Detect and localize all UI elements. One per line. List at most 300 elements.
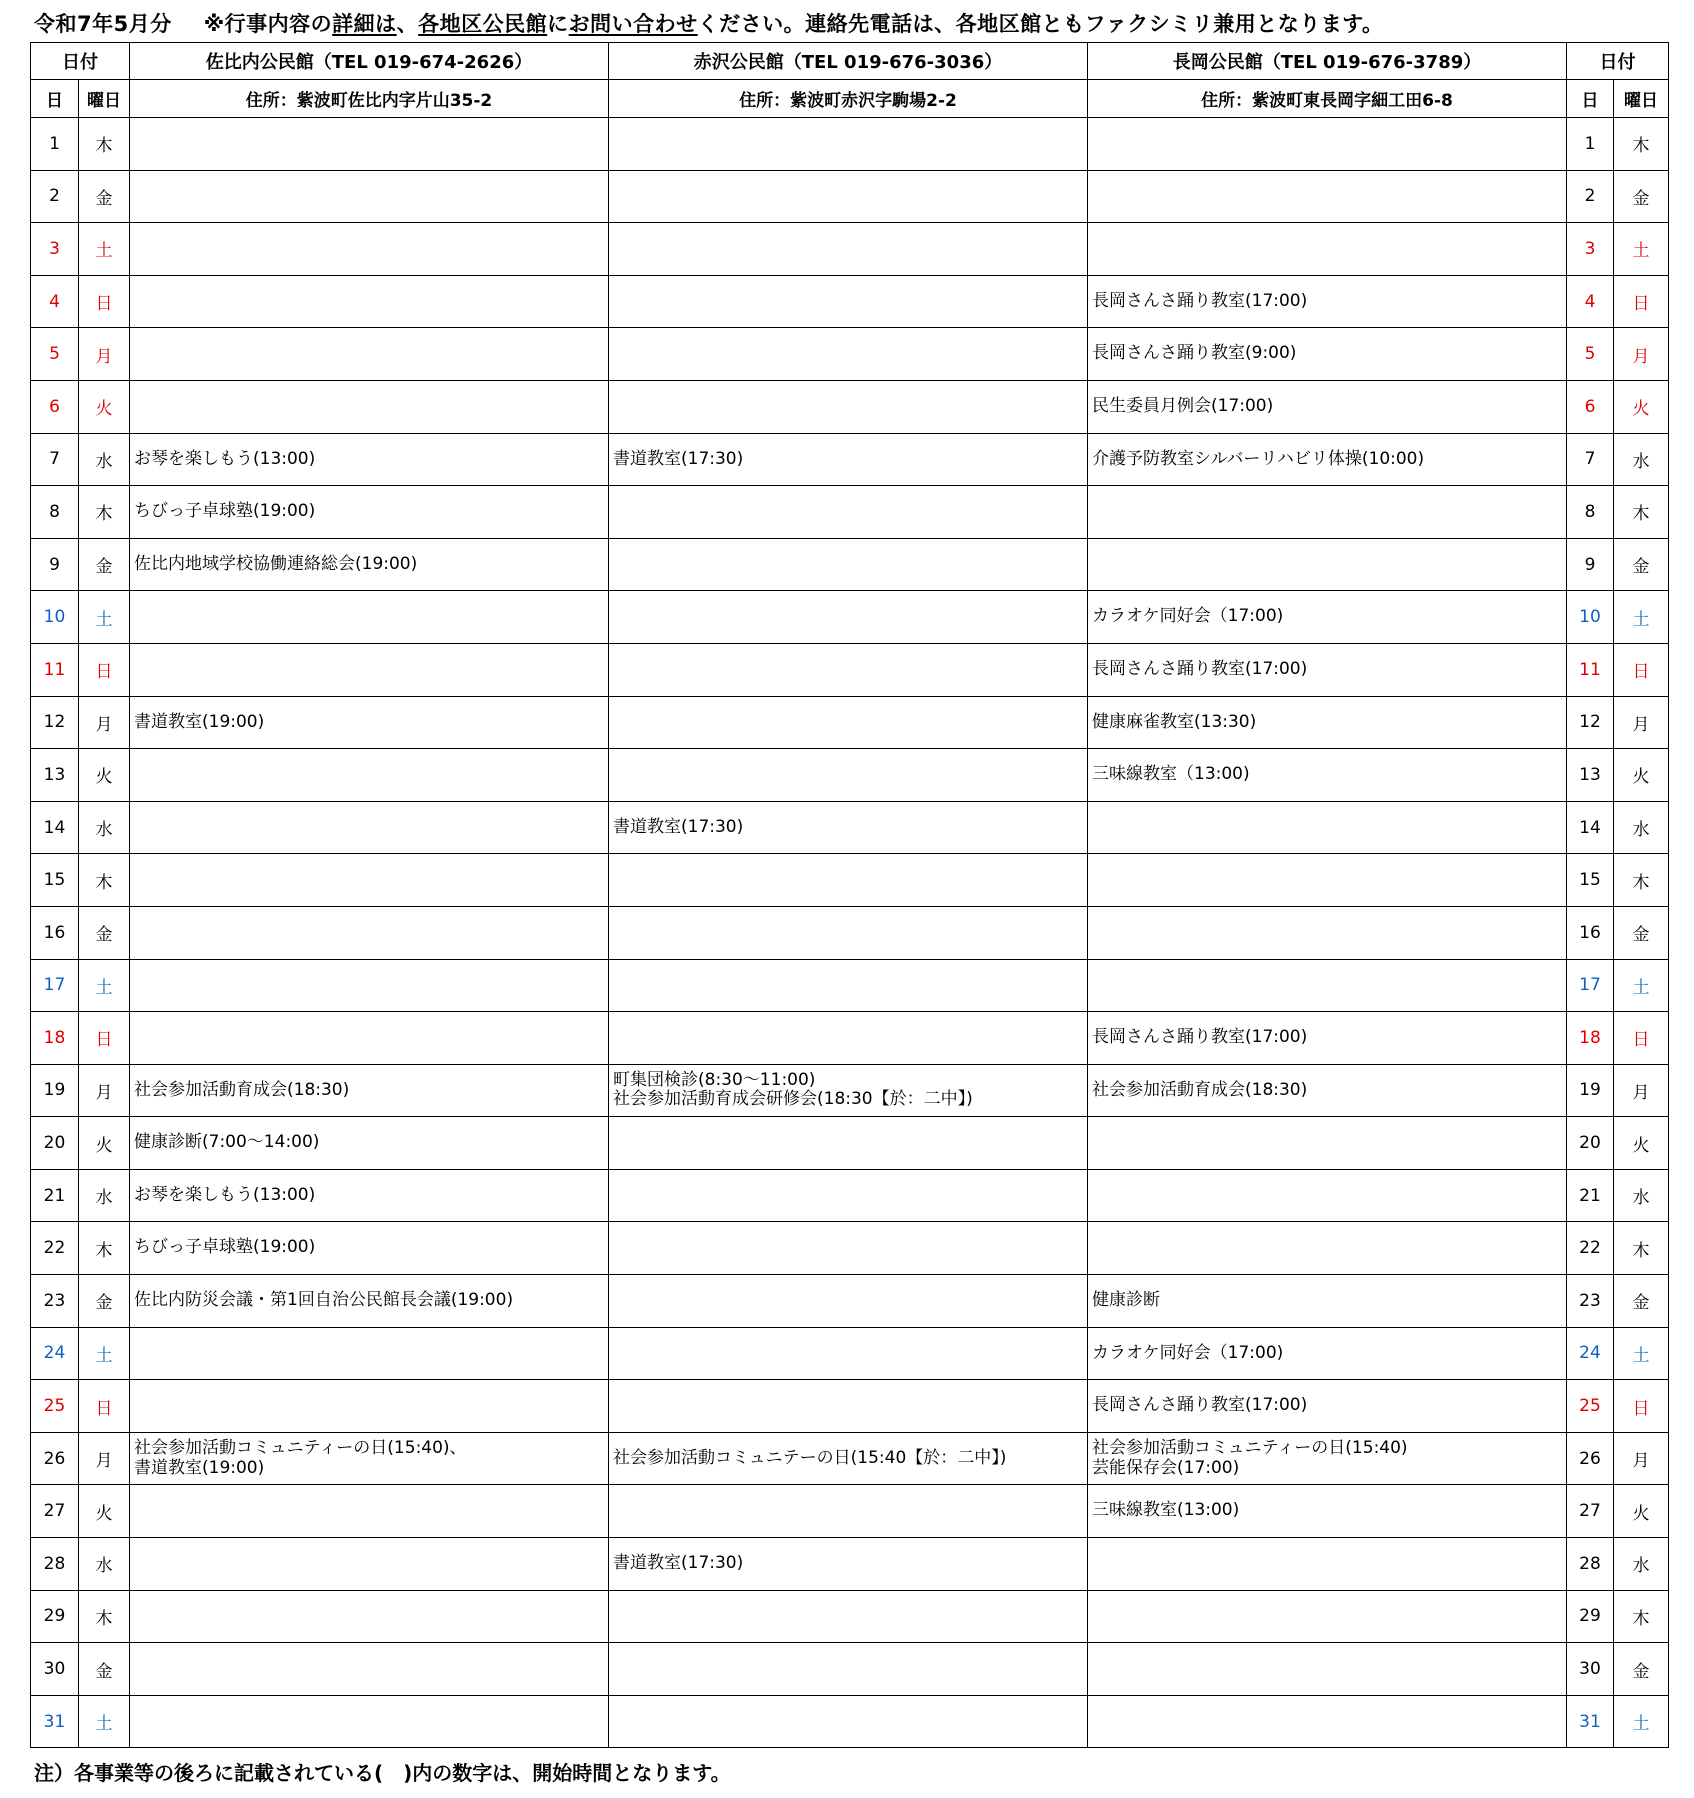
dow-cell-left: 水 — [79, 801, 130, 854]
event-cell-nagaoka — [1088, 1169, 1567, 1222]
table-row — [31, 433, 1669, 486]
day-cell-left: 30 — [31, 1643, 79, 1696]
dow-cell-right: 土 — [1614, 1327, 1669, 1380]
event-cell-akazawa — [609, 1275, 1088, 1328]
day-cell-left: 19 — [31, 1064, 79, 1117]
hall-address-sahinai: 住所：紫波町佐比内字片山35-2 — [130, 80, 609, 118]
event-text: カラオケ同好会（17:00) — [1092, 1342, 1284, 1363]
day-cell-left: 12 — [31, 696, 79, 749]
dow-cell-left: 水 — [79, 433, 130, 486]
event-cell-akazawa — [609, 696, 1088, 749]
schedule-table — [30, 42, 1669, 1748]
day-header-left: 日 — [31, 80, 79, 118]
table-row — [31, 854, 1669, 907]
event-text: 佐比内地域学校協働連絡総会(19:00) — [134, 553, 418, 574]
event-cell-akazawa — [609, 591, 1088, 644]
event-text: 社会参加活動コミュニティーの日(15:40)、 — [134, 1438, 467, 1459]
dow-cell-left: 火 — [79, 749, 130, 802]
event-text: 健康診断 — [1092, 1290, 1160, 1311]
table-row — [31, 1695, 1669, 1748]
title-note-underlined-3: お問い合わせ — [568, 12, 698, 36]
event-cell-nagaoka — [1088, 1327, 1567, 1380]
event-cell-akazawa — [609, 1538, 1088, 1591]
footnote: 注）各事業等の後ろに記載されている( )内の数字は、開始時間となります。 — [34, 1761, 731, 1785]
event-cell-akazawa — [609, 1222, 1088, 1275]
event-cell-sahinai — [130, 1695, 609, 1748]
day-cell-right: 24 — [1567, 1327, 1614, 1380]
day-cell-left: 1 — [31, 118, 79, 171]
dow-cell-left: 金 — [79, 906, 130, 959]
event-cell-akazawa — [609, 1432, 1088, 1485]
event-text: 社会参加活動コミュニティーの日(15:40) — [1092, 1438, 1408, 1459]
event-text: 健康診断(7:00～14:00) — [134, 1132, 320, 1153]
table-row — [31, 1064, 1669, 1117]
dow-cell-right: 日 — [1614, 643, 1669, 696]
dow-cell-left: 火 — [79, 380, 130, 433]
table-row — [31, 959, 1669, 1012]
table-row — [31, 906, 1669, 959]
event-cell-akazawa — [609, 801, 1088, 854]
day-cell-left: 7 — [31, 433, 79, 486]
event-cell-nagaoka — [1088, 643, 1567, 696]
dow-cell-left: 金 — [79, 1643, 130, 1696]
hall-address-nagaoka: 住所：紫波町東長岡字細工田6-8 — [1088, 80, 1567, 118]
event-text: 長岡さんさ踊り教室(17:00) — [1092, 1027, 1308, 1048]
day-cell-right: 23 — [1567, 1275, 1614, 1328]
dow-cell-left: 木 — [79, 486, 130, 539]
event-cell-nagaoka — [1088, 328, 1567, 381]
day-cell-right: 20 — [1567, 1117, 1614, 1170]
event-cell-sahinai — [130, 380, 609, 433]
event-cell-nagaoka — [1088, 433, 1567, 486]
title-note-underlined-1: 詳細は — [332, 12, 397, 36]
dow-cell-left: 月 — [79, 328, 130, 381]
dow-cell-right: 月 — [1614, 696, 1669, 749]
event-cell-nagaoka — [1088, 591, 1567, 644]
header-row-halls — [31, 43, 1669, 80]
dow-cell-right: 月 — [1614, 328, 1669, 381]
dow-cell-right: 木 — [1614, 1590, 1669, 1643]
event-cell-akazawa — [609, 118, 1088, 171]
day-cell-right: 19 — [1567, 1064, 1614, 1117]
dow-cell-right: 水 — [1614, 433, 1669, 486]
day-cell-left: 26 — [31, 1432, 79, 1485]
dow-cell-right: 土 — [1614, 1695, 1669, 1748]
event-cell-nagaoka — [1088, 170, 1567, 223]
day-cell-left: 17 — [31, 959, 79, 1012]
table-row — [31, 170, 1669, 223]
day-cell-right: 27 — [1567, 1485, 1614, 1538]
dow-cell-left: 月 — [79, 1432, 130, 1485]
event-cell-sahinai — [130, 1275, 609, 1328]
event-text: 佐比内防災会議・第1回自治公民館長会議(19:00) — [134, 1290, 514, 1311]
dow-cell-left: 金 — [79, 170, 130, 223]
event-cell-akazawa — [609, 380, 1088, 433]
day-cell-left: 14 — [31, 801, 79, 854]
table-row — [31, 1538, 1669, 1591]
table-row — [31, 275, 1669, 328]
event-cell-akazawa — [609, 1117, 1088, 1170]
dow-header-right: 曜日 — [1614, 80, 1669, 118]
dow-cell-right: 木 — [1614, 486, 1669, 539]
event-cell-sahinai — [130, 959, 609, 1012]
dow-cell-left: 土 — [79, 1695, 130, 1748]
dow-cell-left: 水 — [79, 1538, 130, 1591]
dow-cell-right: 土 — [1614, 223, 1669, 276]
dow-cell-right: 火 — [1614, 1485, 1669, 1538]
event-cell-akazawa — [609, 433, 1088, 486]
table-row — [31, 1222, 1669, 1275]
event-text: 社会参加活動育成会(18:30) — [134, 1079, 350, 1100]
day-cell-right: 29 — [1567, 1590, 1614, 1643]
event-text: 書道教室(19:00) — [134, 711, 265, 732]
event-cell-nagaoka — [1088, 749, 1567, 802]
day-cell-right: 7 — [1567, 433, 1614, 486]
event-text: 三味線教室（13:00) — [1092, 764, 1250, 785]
dow-cell-right: 金 — [1614, 170, 1669, 223]
hall-name-sahinai: 佐比内公民館（TEL 019-674-2626） — [130, 43, 609, 80]
event-cell-nagaoka — [1088, 854, 1567, 907]
dow-cell-left: 水 — [79, 1169, 130, 1222]
event-cell-nagaoka — [1088, 959, 1567, 1012]
event-cell-sahinai — [130, 1117, 609, 1170]
event-cell-sahinai — [130, 1380, 609, 1433]
day-cell-left: 31 — [31, 1695, 79, 1748]
event-cell-sahinai — [130, 749, 609, 802]
table-row — [31, 1275, 1669, 1328]
day-cell-right: 13 — [1567, 749, 1614, 802]
day-cell-left: 16 — [31, 906, 79, 959]
table-row — [31, 1432, 1669, 1485]
day-header-right: 日 — [1567, 80, 1614, 118]
day-cell-right: 22 — [1567, 1222, 1614, 1275]
event-cell-nagaoka — [1088, 1275, 1567, 1328]
event-text: カラオケ同好会（17:00) — [1092, 606, 1284, 627]
table-row — [31, 1012, 1669, 1065]
table-row — [31, 1643, 1669, 1696]
dow-cell-left: 月 — [79, 696, 130, 749]
event-cell-sahinai — [130, 1538, 609, 1591]
day-cell-right: 12 — [1567, 696, 1614, 749]
day-cell-right: 11 — [1567, 643, 1614, 696]
event-text: 芸能保存会(17:00) — [1092, 1457, 1240, 1478]
event-cell-nagaoka — [1088, 1064, 1567, 1117]
dow-cell-right: 土 — [1614, 591, 1669, 644]
dow-cell-left: 金 — [79, 538, 130, 591]
table-row — [31, 538, 1669, 591]
event-text: 長岡さんさ踊り教室(9:00) — [1092, 343, 1297, 364]
table-row — [31, 223, 1669, 276]
title-note-mid-2: に — [547, 12, 569, 36]
dow-header-left: 曜日 — [79, 80, 130, 118]
table-row — [31, 1117, 1669, 1170]
event-cell-akazawa — [609, 1485, 1088, 1538]
table-row — [31, 591, 1669, 644]
event-cell-sahinai — [130, 696, 609, 749]
dow-cell-right: 木 — [1614, 1222, 1669, 1275]
event-cell-akazawa — [609, 959, 1088, 1012]
dow-cell-left: 日 — [79, 1012, 130, 1065]
day-cell-left: 18 — [31, 1012, 79, 1065]
dow-cell-right: 月 — [1614, 1064, 1669, 1117]
event-cell-sahinai — [130, 538, 609, 591]
event-cell-akazawa — [609, 1327, 1088, 1380]
dow-cell-left: 日 — [79, 643, 130, 696]
event-cell-akazawa — [609, 1064, 1088, 1117]
day-cell-right: 30 — [1567, 1643, 1614, 1696]
day-cell-right: 31 — [1567, 1695, 1614, 1748]
title-note-post: ください。連絡先電話は、各地区館ともファクシミリ兼用となります。 — [697, 12, 1384, 36]
table-row — [31, 1380, 1669, 1433]
event-text: 町集団検診(8:30～11:00) — [613, 1069, 816, 1090]
dow-cell-right: 火 — [1614, 380, 1669, 433]
day-cell-right: 25 — [1567, 1380, 1614, 1433]
dow-cell-left: 土 — [79, 1327, 130, 1380]
dow-cell-right: 木 — [1614, 118, 1669, 171]
table-row — [31, 749, 1669, 802]
table-row — [31, 118, 1669, 171]
dow-cell-right: 水 — [1614, 801, 1669, 854]
day-cell-right: 28 — [1567, 1538, 1614, 1591]
event-cell-nagaoka — [1088, 696, 1567, 749]
dow-cell-right: 金 — [1614, 538, 1669, 591]
dow-cell-left: 日 — [79, 1380, 130, 1433]
day-cell-right: 5 — [1567, 328, 1614, 381]
dow-cell-right: 日 — [1614, 275, 1669, 328]
day-cell-left: 13 — [31, 749, 79, 802]
title-note-pre: ※行事内容の — [203, 12, 333, 36]
event-cell-akazawa — [609, 1169, 1088, 1222]
event-cell-nagaoka — [1088, 1012, 1567, 1065]
event-text: 健康麻雀教室(13:30) — [1092, 711, 1257, 732]
event-text: 長岡さんさ踊り教室(17:00) — [1092, 1395, 1308, 1416]
dow-cell-left: 土 — [79, 959, 130, 1012]
event-cell-akazawa — [609, 223, 1088, 276]
dow-cell-right: 金 — [1614, 906, 1669, 959]
event-cell-sahinai — [130, 433, 609, 486]
title-note-mid-1: 、 — [396, 12, 419, 36]
day-cell-right: 1 — [1567, 118, 1614, 171]
event-text: 長岡さんさ踊り教室(17:00) — [1092, 658, 1308, 679]
title-month: 令和7年5月分 — [34, 12, 172, 36]
event-cell-akazawa — [609, 1012, 1088, 1065]
day-cell-left: 28 — [31, 1538, 79, 1591]
day-cell-right: 18 — [1567, 1012, 1614, 1065]
day-cell-right: 2 — [1567, 170, 1614, 223]
hall-address-akazawa: 住所：紫波町赤沢字駒場2-2 — [609, 80, 1088, 118]
day-cell-left: 25 — [31, 1380, 79, 1433]
dow-cell-right: 日 — [1614, 1012, 1669, 1065]
event-cell-sahinai — [130, 1590, 609, 1643]
event-cell-nagaoka — [1088, 538, 1567, 591]
dow-cell-right: 水 — [1614, 1538, 1669, 1591]
day-cell-left: 15 — [31, 854, 79, 907]
event-text: お琴を楽しもう(13:00) — [134, 448, 316, 469]
event-cell-akazawa — [609, 1695, 1088, 1748]
event-cell-nagaoka — [1088, 1538, 1567, 1591]
event-text: 書道教室(17:30) — [613, 448, 744, 469]
event-cell-nagaoka — [1088, 801, 1567, 854]
dow-cell-right: 木 — [1614, 854, 1669, 907]
dow-cell-left: 木 — [79, 1222, 130, 1275]
day-cell-right: 10 — [1567, 591, 1614, 644]
event-text: お琴を楽しもう(13:00) — [134, 1184, 316, 1205]
table-row — [31, 1590, 1669, 1643]
table-row — [31, 486, 1669, 539]
hall-name-nagaoka: 長岡公民館（TEL 019-676-3789） — [1088, 43, 1567, 80]
day-cell-right: 4 — [1567, 275, 1614, 328]
dow-cell-right: 土 — [1614, 959, 1669, 1012]
day-cell-left: 4 — [31, 275, 79, 328]
dow-cell-left: 火 — [79, 1117, 130, 1170]
event-cell-nagaoka — [1088, 1643, 1567, 1696]
event-cell-sahinai — [130, 1432, 609, 1485]
page-title — [34, 8, 1384, 38]
event-cell-sahinai — [130, 1222, 609, 1275]
event-cell-akazawa — [609, 854, 1088, 907]
day-cell-right: 6 — [1567, 380, 1614, 433]
dow-cell-left: 金 — [79, 1275, 130, 1328]
event-cell-nagaoka — [1088, 1117, 1567, 1170]
event-cell-nagaoka — [1088, 1222, 1567, 1275]
event-text: 書道教室(19:00) — [134, 1457, 265, 1478]
event-cell-sahinai — [130, 1064, 609, 1117]
event-text: 書道教室(17:30) — [613, 1553, 744, 1574]
table-row — [31, 1485, 1669, 1538]
event-text: 書道教室(17:30) — [613, 816, 744, 837]
day-cell-left: 20 — [31, 1117, 79, 1170]
date-header-left: 日付 — [31, 43, 130, 80]
event-cell-akazawa — [609, 749, 1088, 802]
event-cell-akazawa — [609, 328, 1088, 381]
dow-cell-right: 火 — [1614, 749, 1669, 802]
event-cell-nagaoka — [1088, 223, 1567, 276]
event-text: 社会参加活動育成会(18:30) — [1092, 1079, 1308, 1100]
day-cell-left: 3 — [31, 223, 79, 276]
event-cell-akazawa — [609, 1643, 1088, 1696]
event-cell-akazawa — [609, 1590, 1088, 1643]
event-cell-sahinai — [130, 275, 609, 328]
day-cell-right: 26 — [1567, 1432, 1614, 1485]
event-cell-nagaoka — [1088, 1695, 1567, 1748]
hall-name-akazawa: 赤沢公民館（TEL 019-676-3036） — [609, 43, 1088, 80]
day-cell-left: 23 — [31, 1275, 79, 1328]
event-cell-nagaoka — [1088, 1485, 1567, 1538]
event-text: 介護予防教室シルバーリハビリ体操(10:00) — [1092, 448, 1425, 469]
day-cell-left: 6 — [31, 380, 79, 433]
event-cell-nagaoka — [1088, 275, 1567, 328]
day-cell-right: 14 — [1567, 801, 1614, 854]
dow-cell-left: 木 — [79, 1590, 130, 1643]
event-cell-akazawa — [609, 1380, 1088, 1433]
event-cell-akazawa — [609, 906, 1088, 959]
dow-cell-left: 火 — [79, 1485, 130, 1538]
dow-cell-left: 土 — [79, 223, 130, 276]
day-cell-right: 8 — [1567, 486, 1614, 539]
day-cell-left: 8 — [31, 486, 79, 539]
event-cell-nagaoka — [1088, 1380, 1567, 1433]
table-row — [31, 1327, 1669, 1380]
dow-cell-left: 月 — [79, 1064, 130, 1117]
event-cell-akazawa — [609, 170, 1088, 223]
day-cell-left: 2 — [31, 170, 79, 223]
event-text: 三味線教室(13:00) — [1092, 1500, 1240, 1521]
table-row — [31, 696, 1669, 749]
event-text: ちびっ子卓球塾(19:00) — [134, 501, 316, 522]
day-cell-left: 29 — [31, 1590, 79, 1643]
event-cell-nagaoka — [1088, 1432, 1567, 1485]
event-text: 長岡さんさ踊り教室(17:00) — [1092, 290, 1308, 311]
day-cell-left: 27 — [31, 1485, 79, 1538]
event-text: 民生委員月例会(17:00) — [1092, 395, 1274, 416]
table-row — [31, 380, 1669, 433]
event-cell-sahinai — [130, 223, 609, 276]
dow-cell-right: 金 — [1614, 1643, 1669, 1696]
dow-cell-right: 月 — [1614, 1432, 1669, 1485]
title-note-underlined-2: 各地区公民館 — [418, 12, 548, 36]
day-cell-right: 17 — [1567, 959, 1614, 1012]
event-cell-sahinai — [130, 1643, 609, 1696]
event-text: 社会参加活動育成会研修会(18:30【於：二中】) — [613, 1089, 973, 1110]
dow-cell-right: 金 — [1614, 1275, 1669, 1328]
schedule-body — [31, 118, 1669, 1748]
date-header-right: 日付 — [1567, 43, 1669, 80]
event-cell-sahinai — [130, 118, 609, 171]
day-cell-right: 9 — [1567, 538, 1614, 591]
dow-cell-right: 火 — [1614, 1117, 1669, 1170]
event-cell-sahinai — [130, 1485, 609, 1538]
event-cell-nagaoka — [1088, 380, 1567, 433]
event-cell-sahinai — [130, 486, 609, 539]
event-cell-sahinai — [130, 591, 609, 644]
day-cell-left: 10 — [31, 591, 79, 644]
event-cell-sahinai — [130, 170, 609, 223]
dow-cell-left: 日 — [79, 275, 130, 328]
day-cell-left: 21 — [31, 1169, 79, 1222]
day-cell-right: 3 — [1567, 223, 1614, 276]
event-cell-sahinai — [130, 328, 609, 381]
event-cell-nagaoka — [1088, 906, 1567, 959]
day-cell-right: 21 — [1567, 1169, 1614, 1222]
event-cell-sahinai — [130, 1327, 609, 1380]
dow-cell-left: 木 — [79, 118, 130, 171]
event-cell-nagaoka — [1088, 486, 1567, 539]
dow-cell-right: 日 — [1614, 1380, 1669, 1433]
event-cell-sahinai — [130, 906, 609, 959]
table-row — [31, 328, 1669, 381]
day-cell-left: 22 — [31, 1222, 79, 1275]
event-cell-akazawa — [609, 538, 1088, 591]
dow-cell-right: 水 — [1614, 1169, 1669, 1222]
event-cell-nagaoka — [1088, 118, 1567, 171]
event-cell-sahinai — [130, 1169, 609, 1222]
day-cell-left: 9 — [31, 538, 79, 591]
dow-cell-left: 木 — [79, 854, 130, 907]
day-cell-left: 5 — [31, 328, 79, 381]
event-cell-akazawa — [609, 275, 1088, 328]
event-cell-sahinai — [130, 1012, 609, 1065]
event-cell-sahinai — [130, 801, 609, 854]
header-row-addresses — [31, 80, 1669, 118]
event-cell-sahinai — [130, 643, 609, 696]
day-cell-left: 24 — [31, 1327, 79, 1380]
day-cell-right: 16 — [1567, 906, 1614, 959]
event-cell-akazawa — [609, 643, 1088, 696]
day-cell-left: 11 — [31, 643, 79, 696]
event-cell-akazawa — [609, 486, 1088, 539]
table-row — [31, 801, 1669, 854]
event-text: 社会参加活動コミュニテーの日(15:40【於：二中】) — [613, 1447, 1007, 1468]
